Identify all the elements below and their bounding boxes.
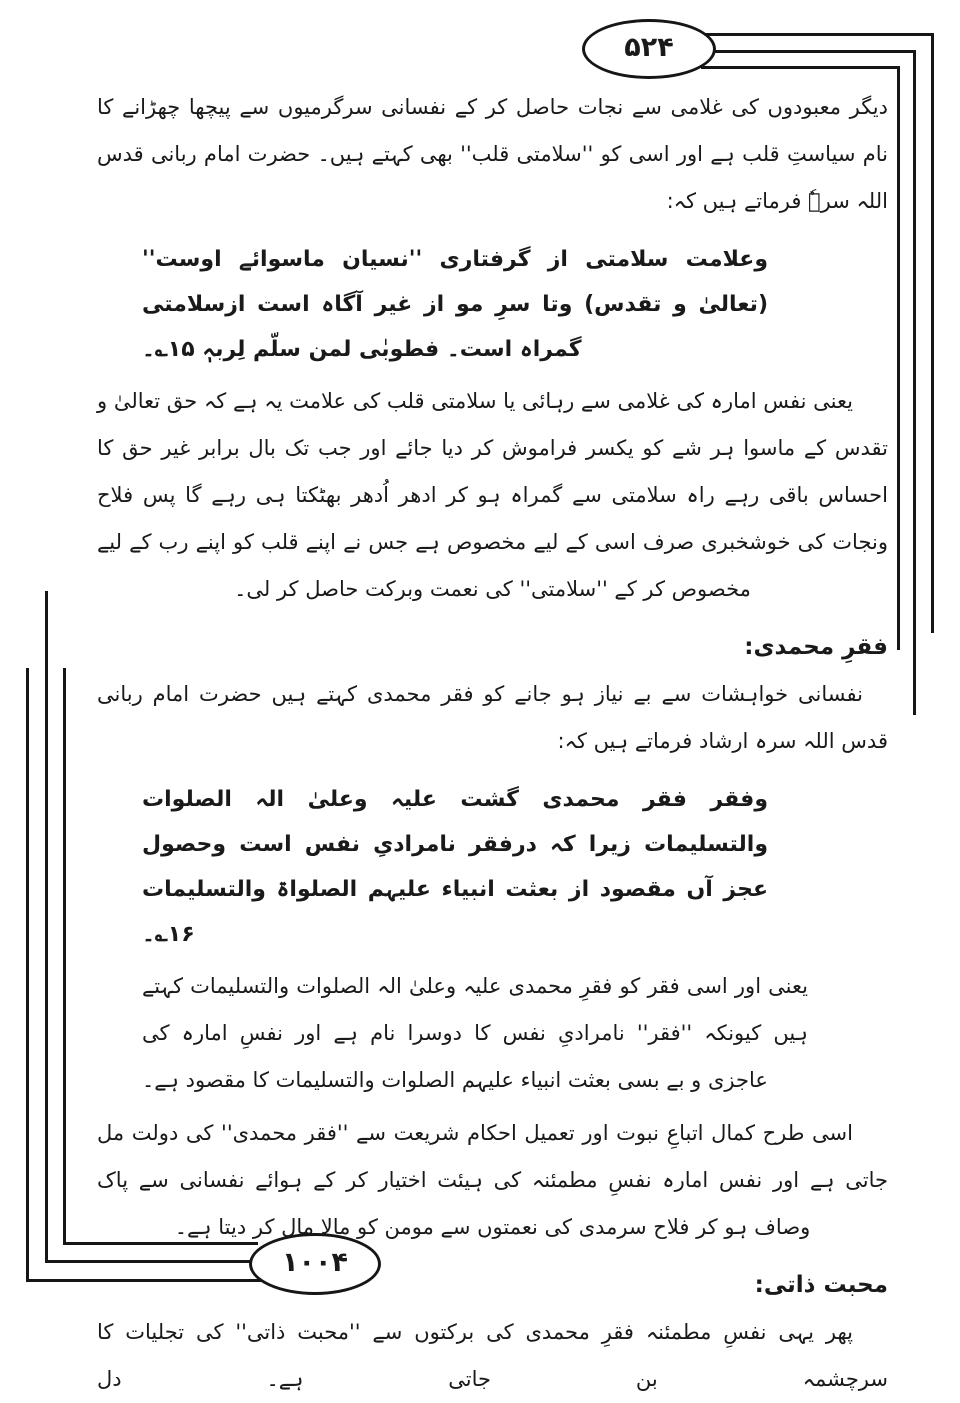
paragraph-quote1-explanation: یعنی نفس امارہ کی غلامی سے رہائی یا سلامتی قلب کی علامت یہ ہے کہ حق تعالیٰ و تقدس کے ماسوا ہر شے کو یکسر فراموش کر دیا جائے اور جب تک بال برابر غیر حق کا احساس باقی رہے راہ سلامتی سے گمراہ ہو کر ادھر اُدھر بھٹکتا ہی رہے گا پس فلاح ونجات کی خوشخبری صرف اسی کے لیے مخصوص ہے جس نے اپنے قلب کو اپنے رب کے لیے مخصوص کر کے ''سلامتی'' کی نعمت وبرکت حاصل کر لی۔ [97,389,888,601]
paragraph-faqr-benefits: اسی طرح کمال اتباعِ نبوت اور تعمیل احکام شریعت سے ''فقر محمدی'' کی دولت مل جاتی ہے اور نفس امارہ نفسِ مطمئنہ کی ہیئت اختیار کر کے ہوائے نفسانی سے پاک وصاف ہو کر فلاح سرمدی کی نعمتوں سے مومن کو مالا مال کر دیتا ہے۔ [97,1121,888,1239]
page-text-column [97,84,888,1403]
frame-top-right-middle-horizontal [699,50,916,53]
page-number-top: ۵۲۴ [624,32,674,63]
paragraph-faqr-definition: نفسانی خواہشات سے بے نیاز ہو جانے کو فقر محمدی کہتے ہیں حضرت امام ربانی قدس اللہ سرہ ارشاد فرماتے ہیں کہ: [97,682,888,753]
frame-top-right-inner-horizontal [701,66,900,69]
paragraph-siyasat-e-qalb-intro: دیگر معبودوں کی غلامی سے نجات حاصل کر کے نفسانی سرگرمیوں سے پیچھا چھڑانے کا نام سیاستِ قلب ہے اور اسی کو ''سلامتی قلب'' بھی کہتے ہیں۔ حضرت امام ربانی قدس اللہ سرہٗ فرماتے ہیں کہ: [97,95,888,213]
frame-top-right-outer-vertical [931,33,934,633]
frame-bottom-left-inner-vertical [63,668,66,1245]
frame-bottom-left-middle-vertical [45,591,48,1263]
page-number-top-cartouche [582,19,716,79]
frame-top-right-outer-horizontal [694,33,934,36]
persian-quote-1: وعلامت سلامتی از گرفتاری ''نسیان ماسوائے اوست'' (تعالیٰ و تقدس) وتا سرِ مو از غیر آگاہ است ازسلامتی گمراہ است۔ فطوبٰی لمن سلّم لِربہٖ ۱۵؎۔ [142,247,768,362]
page-number-bottom: ۱۰۰۴ [282,1247,348,1278]
section-heading-faqr-e-muhammadi: فقرِ محمدی: [744,634,888,660]
section-heading-muhabbat-e-zaati: محبت ذاتی: [754,1272,888,1298]
frame-top-right-middle-vertical [913,50,916,715]
paragraph-quote2-translation: یعنی اور اسی فقر کو فقرِ محمدی علیہ وعلیٰ الہ الصلوات والتسلیمات کہتے ہیں کیونکہ ''فقر'' نامرادیِ نفس کا دوسرا نام ہے اور نفسِ امارہ کی عاجزی و بے بسی بعثت انبیاء علیہم الصلوات والتسلیمات کا مقصود ہے۔ [142,974,808,1092]
paragraph-muhabbat-intro: پھر یہی نفسِ مطمئنہ فقرِ محمدی کی برکتوں سے ''محبت ذاتی'' کی تجلیات کا سرچشمہ بن جاتی ہے۔ دل [97,1320,888,1391]
frame-bottom-left-outer-vertical [26,668,29,1282]
persian-quote-2: وفقر فقر محمدی گشت علیہ وعلیٰ الہ الصلوات والتسلیمات زیرا کہ درفقر نامرادیِ نفس است وحصول عجز آں مقصود از بعثت انبیاء علیہم الصلواۃ والتسلیمات ۱۶؎۔ [142,787,768,947]
frame-top-right-inner-vertical [897,66,900,650]
